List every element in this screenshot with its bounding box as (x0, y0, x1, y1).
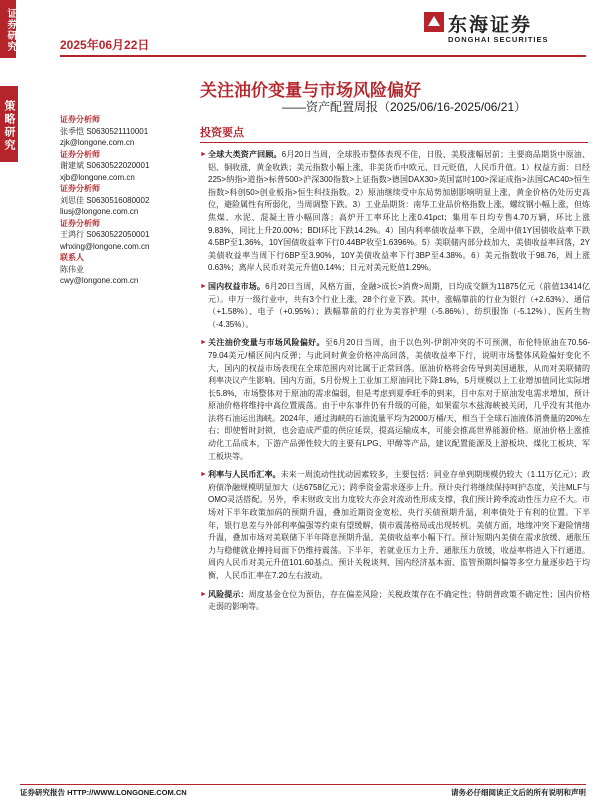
point-lead: 关注油价变量与市场风险偏好。 (208, 338, 325, 348)
main-content (200, 124, 590, 620)
analyst-entry (60, 218, 160, 253)
contact-role: 联系人 (60, 253, 84, 262)
contact-email[interactable]: cwy@longone.com.cn (60, 276, 139, 285)
key-point (200, 281, 590, 331)
footer-left[interactable]: 证券研究报告 HTTP://WWW.LONGONE.COM.CN (20, 788, 187, 797)
bullet-icon: ► (200, 339, 207, 347)
analyst-name: 谢建斌 S0630522020001 (60, 161, 150, 170)
footer-disclaimer: 请务必仔细阅读正文后的所有说明和声明 (451, 788, 586, 797)
report-subtitle: ——资产配置周报（2025/06/16-2025/06/21） (282, 100, 527, 114)
point-text: 未来一周流动性扰动因素较多，主要包括：同业存单到期规模仍较大（1.11万亿元）；政府债净融规模明显加大（达6758亿元）；跨季资金需求逐步上升。预计央行将继续保持呵护态度，关注MLF与OMO灵活搭配。另外，季末财政支出力度较大亦会对流动性形成支撑，我们预计跨季流动性压力应不大。市场对下半年政策加码的预期升温，叠加近期资金宽松、央行买债预期升温，利率债处于有利的位置。下半年，银行息差与外部利率偏强等约束有望缓解，债市震荡格局或出现转机。美债方面，地缘冲突下避险情绪升温，叠加市场对美联储下半年降息预期升温，美债收益率小幅下行。预计短期内美债在需求放缓、通胀压力与稳健就业搏持局面下仍维持震荡。下半年，若就业压力上升、通胀压力放缓，收益率将进入下行通道。周内人民币对美元升值101.60基点。预计关税谈判、国内经济基本面、监管预期纠偏等多空力量逐步趋于均衡，人民币汇率在7.20左右波动。 (208, 470, 590, 580)
company-logo (424, 8, 584, 50)
bullet-icon: ► (200, 151, 207, 158)
analyst-role: 证券分析师 (60, 149, 100, 159)
analyst-role: 证券分析师 (60, 184, 100, 193)
report-title: 关注油价变量与市场风险偏好 (200, 81, 421, 100)
analyst-name: 张季恺 S0630521110001 (60, 126, 149, 136)
point-text: 周度基金仓位为预估，存在偏差风险；关税政策存在不确定性；特朗普政策不确定性；国内价格走弱的影响等。 (208, 589, 590, 612)
analyst-name: 刘思佳 S0630516080002 (60, 195, 150, 205)
point-text: 6月20日当周，全球股市整体表现不佳，日股、美股涨幅居前；主要商品期货中原油、铝、铜收涨，黄金收跌；美元指数小幅上涨，非美货币中欧元、日元贬值，人民币升值。1）权益方面：日经225>纳指>道指>标普500>沪深300指数>上证指数>德国DAX30>英国富时100>深证成指>法国CAC40>恒生指数>科创50>创业板指>恒生科技指数。2）原油继续受中东局势加剧影响明显上涨，黄金价格仍处历史高位，避险属性有所弱化，当周调整下跌。3）工业品期货：南华工业品价格指数上涨，螺纹钢小幅上涨，但炼焦煤、水泥、混凝土皆小幅回落；高炉开工率环比上涨0.41pct；集用车日均专售4.70万辆，环比上涨9.83%，同比上升20.00%；BDI环比下跌14.2%。4）国内利率债收益率下跌，全周中债1Y国债收益率下跌4.5BP至1.36%，10Y国债收益率下行0.44BP收至1.6396%。5）美联储内部分歧加大，美债收益率回落，2Y美债收益率当周下行6BP至3.90%，10Y美债收益率下行3BP至4.38%。6）美元指数收于98.76，周上涨0.63%；离岸人民币对美元升值0.14%；日元对美元贬值1.29%。 (208, 150, 590, 273)
point-lead: 国内权益市场。 (208, 281, 266, 291)
logo-english: DONGHAI SECURITIES (448, 35, 549, 44)
section-heading: 投资要点 (200, 127, 244, 139)
footer-divider (20, 784, 586, 785)
contact-entry (60, 252, 160, 287)
bullet-icon: ► (200, 282, 207, 290)
logo-mark-icon (424, 12, 444, 32)
analyst-entry (60, 183, 160, 218)
side-tab-label: 证券研究 (0, 0, 16, 58)
analyst-entry (60, 149, 160, 184)
key-point (200, 589, 590, 614)
analyst-name: 王鸿行 S0630522050001 (60, 230, 150, 239)
analyst-email[interactable]: xjb@longone.com.cn (60, 172, 135, 182)
point-text: 至6月20日当周，由于以色列-伊朗冲突的不可预测，布伦特原油在70.56-79.04美元/桶区间内反弹；与此同时黄金价格冲高回落，美债收益率下行，说明市场整体风险偏好变化不大，国内的权益市场表现在全球范围内对比属于正常回落。原油价格将会传导到美国通胀，从而对美联储的利率决议产生影响。国内方面，5月份规上工业加工原油同比下降1.8%，5月规模以上工业增加值同比实际增长5.8%，市场整体对于原油的需求偏弱，但是考虑到夏季旺季的到来，目中东对于原油发电需求增加，预计原油价格将维持中高位置震荡。由于中东事件仍有升级的可能，如果霍尔木兹海峡被关闭，几乎没有其他办法将石油运出海峡。2024年，通过海峡的石油流量平均为2000万桶/天，相当于全球石油液体消费量的20%左右；即使暂时封锁，也会造成严重的供应延误，提高运输成本，可能会推高世界能源价格。原油价格上涨推动化工品成本，下游产品弹性较大的主要有LPG、甲醇等产品，建议配置能源及上游板块、煤化工板块、军工板块等。 (208, 338, 590, 461)
key-point (200, 149, 590, 275)
analyst-role: 证券分析师 (60, 218, 100, 228)
point-lead: 利率与人民币汇率。 (208, 470, 281, 480)
analyst-email[interactable]: liusj@longone.com.cn (60, 207, 139, 216)
logo-chinese: 东海证券 (448, 15, 533, 36)
point-text: 6月20日当周，风格方面，金融>成长>消费>周期，日均成交额为11875亿元（前值13414亿元）。申万一级行业中，共有3个行业上涨，28个行业下跌。其中，涨幅靠前的行业为银行（+2.63%）、通信（+1.58%）、电子（+0.95%）；跌幅靠前的行业为美容护理（-5.86%）、纺织服饰（-5.12%）、医药生物（-4.35%）。 (208, 281, 590, 329)
analyst-entry (60, 114, 160, 149)
category-tab: 策略研究 (0, 86, 18, 162)
report-date: 2025年06月22日 (60, 38, 150, 52)
header-divider (60, 55, 586, 57)
analyst-sidebar (60, 114, 160, 287)
bullet-icon: ► (200, 590, 207, 598)
point-lead: 全球大类资产回顾。 (208, 150, 282, 159)
analyst-email[interactable]: zjk@longone.com.cn (60, 138, 135, 147)
section-divider (200, 142, 588, 143)
key-point (200, 337, 590, 463)
point-lead: 风险提示： (208, 589, 249, 599)
analyst-email[interactable]: whxing@longone.com.cn (60, 241, 150, 251)
key-point (200, 469, 590, 582)
contact-name: 陈伟业 (60, 264, 84, 274)
bullet-icon: ► (200, 471, 207, 479)
analyst-role: 证券分析师 (60, 115, 100, 124)
